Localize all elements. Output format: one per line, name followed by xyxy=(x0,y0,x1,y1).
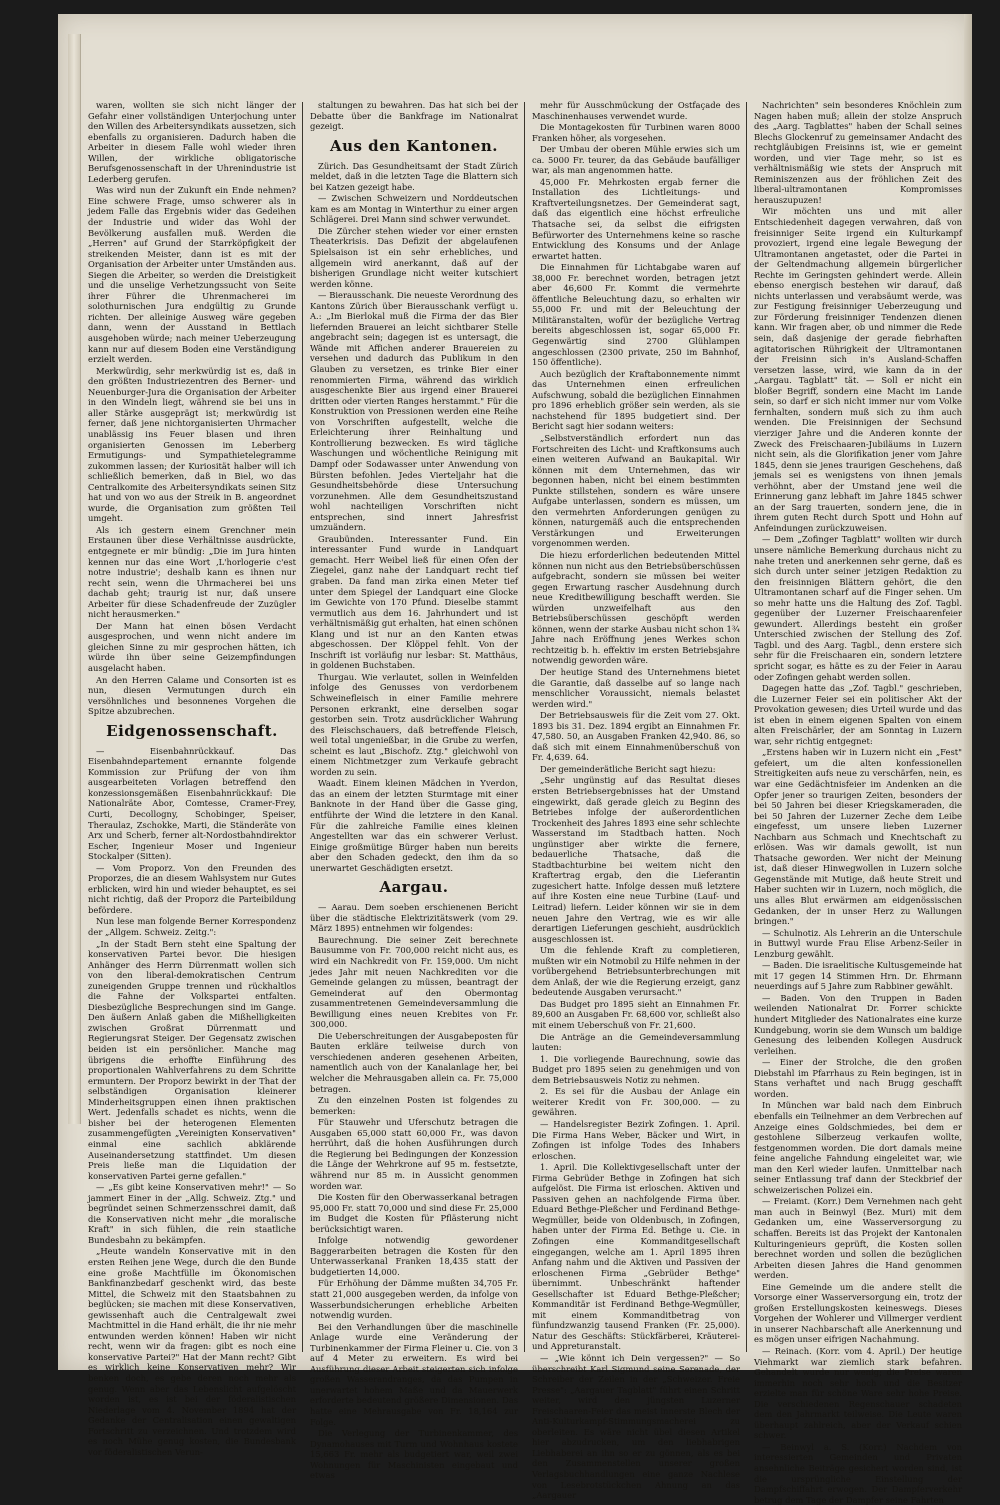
paragraph: 1. Die vorliegende Baurechnung, sowie das Budget pro 1895 seien zu genehmigen und von dem Betriebsausweis Notiz zu nehmen. xyxy=(532,1053,740,1085)
paragraph: Die Kosten für den Oberwasserkanal betragen 95,000 Fr. statt 70,000 und sind diese Fr. 25,000 im Budget die Kosten für Pflästerung nicht berücksichtigt waren. xyxy=(310,1192,518,1234)
paragraph: „Sehr ungünstig auf das Resultat dieses ersten Betriebsergebnisses hat der Umstand eingewirkt, daß gerade gleich zu Beginn des Betriebes infolge der außerordentlichen Trockenheit des Jahres 1893 eine sehr schlechte Wasserstand im Stadtbach hatten. Noch ungünstiger aber wirkte die fernere, bedauerliche Thatsache, daß die Stadtbachturbine bei weitem nicht den Kraftertrag ergab, den die Lieferantin zugesichert hatte. Infolge dessen muß letztere auf ihre Kosten eine neue Turbine (Lauf- und Leitrad) liefern. Leider können wir sie in dem neuen Jahre den Vertrag, wie es wir alle derartigen Lieferungen geschieht, ausdrücklich ausgeschlossen ist. xyxy=(532,775,740,944)
page-right-edge xyxy=(964,14,972,1370)
column-rule xyxy=(302,102,303,1352)
paragraph: Nun lese man folgende Berner Korrespondenz der „Allgem. Schweiz. Zeitg.": xyxy=(88,916,296,938)
paragraph: waren, wollten sie sich nicht länger der Gefahr einer vollständigen Unterjochung unter den Willen des Arbeitersyndikats aussetzen, sich ebenfalls zu organisieren. Dadurch haben die Arbeiter in diesem Falle wohl wieder ihren Willen, der wirkliche obligatorische Berufsgenossenschaft in der Uhrenindustrie ist Lederberg gerufen. xyxy=(88,100,296,184)
paragraph: In München war bald nach dem Einbruch ebenfalls ein Teilnehmer an dem Verbrechen auf Anzeige eines Goldschmiedes, bei dem er gestohlene Silberzeug verkaufen wollte, festgenommen worden. Die dort damals meine feine angeliche Fahndung eingeleitet war, wie man den Kerl wieder laufen. Unmittelbar nach seiner Entlassung traf dann der Steckbrief der schweizerischen Polizei ein. xyxy=(754,1100,962,1195)
section-heading-eidgenossenschaft: Eidgenossenschaft. xyxy=(106,721,278,740)
paragraph: Die Montagekosten für Turbinen waren 8000 Franken höher, als vorgesehen. xyxy=(532,122,740,143)
paragraph: — Eisenbahnrückkauf. Das Eisenbahndepartement ernannte folgende Kommission zur Prüfung der von ihm ausgearbeiteten Vorlagen betreffend den konzessionsgemäßen Eisenbahnrückkauf: Die Nationalräte Abor, Comtesse, Cramer-Frey, Curti, Decollogny, Schobinger, Speiser, Theraulaz, Zschokke, Marti, die Ständeräte von Arx und Scherb, ferner alt-Nordostbahndirektor Escher, Ingenieur Moser und Ingenieur Stockalper (Sitten). xyxy=(88,745,296,862)
paragraph: Für Stauwehr und Uferschutz betragen die Ausgaben 65,000 statt 60,000 Fr., was davon herrührt, daß die hohen Ausführungen durch die Regierung bei Bedingungen der Konzession die Länge der Wehrkrone auf 95 m. festsetzte, während nur 85 m. in Aussicht genommen worden war. xyxy=(310,1117,518,1191)
paragraph: Die hiezu erforderlichen bedeutenden Mittel können nun nicht aus den Betriebsüberschüssen aufgebracht, sondern sie müssen bei weiter gegen Erwartung rascher Ausdehnung durch neue Kreditbewilligung beschafft werden. Sie würden unzweifelhaft aus den Betriebsüberschüssen geschöpft werden können, wenn der starke Ausbau nicht schon 1¾ Jahre nach Eröffnung jenes Werkes schon rechtzeitig b. h. effektiv im ersten Betriebsjahre notwendig geworden wäre. xyxy=(532,549,740,666)
paragraph: „In der Stadt Bern steht eine Spaltung der konservativen Partei bevor. Die hiesigen Anhänger des Herrn Dürrenmatt wollen sich von den liberal-demokratischen Centrum zuneigenden Gruppe trennen und rückhaltlos die Fahne der Volkspartei entfalten. Diesbezügliche Besprechungen sind im Gange. Den äußern Anlaß gaben die Mißhelligkeiten zwischen Großrat Dürrenmatt und Regierungsrat Steiger. Der Gegensatz zwischen beiden ist ein persönlicher. Manche mag übrigens die erhoffte Einführung des proportionalen Wahlverfahrens zu dem Schritte ermuntern. Der Proporz bewirkt in der That der selbständigen Organisation kleinerer Minderheitsgruppen einen ihnen praktischen Wert. Jedenfalls schadet es nichts, wenn die bisher bei der heterogenen Elementen zusammengefügten „Vereinigten Konservativen" einmal eine sachlich abklärende Auseinandersetzung stattfindet. Um diesen Preis ließe man die Liquidation der konservativen Partei gerne gefallen." xyxy=(88,938,296,1181)
paragraph: — Schulnotiz. Als Lehrerin an die Unterschule in Buttwyl wurde Frau Elise Arbenz-Seiler in Lenzburg gewählt. xyxy=(754,927,962,959)
paragraph: Wir möchten uns und mit aller Entschiedenheit dagegen verwahren, daß von freisinniger Seite irgend ein Kulturkampf provoziert, irgend eine legale Bewegung der Ultramontanen angetastet, oder die Partei in der Geltendmachung allgemein bürgerlicher Rechte im Geringsten gehindert werde. Allein ebenso energisch bestehen wir darauf, daß nichts unterlassen und verabsäumt werde, was zur Festigung freisinniger Ueberzeugung und zur Förderung freisinniger Tendenzen dienen kann. Wir fragen aber, ob und nimmer die Rede sein, daß dasjenige der gerade fiebrhaften agitatorischen Rührigkeit der Ultramontanen der Freisinn sich in's Ausland-Schaffen versetzen lasse, wird, wie kann da in der „Aargau. Tagblatt" tät. — Soll er nicht ein bloßer Begriff, sondern eine Macht im Lande sein, so darf er sich nicht immer nur vom Volke fernhalten, sondern muß sich zu ihm auch wenden. Die Freisinnigen der Sechsund vierziger Jahre und die Anderen konnte der Zweck des Freischaaren-Jubiläums in Luzern nicht sein, als die Glorifikation jener vom Jahre 1845, denn sie jenes traurigen Geschehens, daß jemals sei es wenigstens von ihnen jemals verhöhnt, aber der Umstand jene weil die Erinnerung ganz lebhaft im Jahre 1845 schwer an der Sarg trauerten, sondern jene, die in ihrem guten Recht durch Spott und Hohn auf Anfeindungen zurückzuweisen. xyxy=(754,206,962,533)
paragraph: — Einer der Strolche, die den großen Diebstahl im Pfarrhaus zu Rein begingen, ist in Stans verhaftet und nach Brugg geschafft worden. xyxy=(754,1057,962,1099)
paragraph: — Freiamt. (Korr.) Dem Vernehmen nach geht man auch in Beinwyl (Bez. Muri) mit dem Gedanken um, eine Wasserversorgung zu schaffen. Bereits ist das Projekt der Kantonalen Kulturingenieurs geprüft, die Kosten sollen berechnet worden und sollen die bezüglichen Arbeiten diesen Jahres die Hand genommen werden. xyxy=(754,1196,962,1281)
section-heading-aargau: Aargau. xyxy=(379,878,449,897)
paragraph: Eine Gemeinde um die andere stellt die Vorsorge einer Wasserversorgung ein, trotz der großen Erstellungskosten keineswegs. Dieses Vorgehen der Wohlerer und Villmerger verdient in unserer Nachbarschaft alle Anerkennung und es mögen unser eifrigen Nachahmung. xyxy=(754,1281,962,1345)
column-1 xyxy=(88,100,296,1457)
paragraph: Die Einnahmen für Lichtabgabe waren auf 38,000 Fr. berechnet worden, betragen jetzt aber 46,600 Fr. Kommt die vermehrte öffentliche Beleuchtung dazu, so erhalten wir 55,000 Fr. und mit der Beleuchtung der Militäranstalten, wofür der bezügliche Vertrag bereits abgeschlossen ist, sogar 65,000 Fr. Gegenwärtig sind 2700 Glühlampen angeschlossen (2300 private, 250 im Bahnhof, 150 öffentliche). xyxy=(532,262,740,368)
paragraph: Infolge notwendig gewordener Baggerarbeiten betragen die Kosten für den Unterwasserkanal Franken 18,435 statt der budgetierten 14,000. xyxy=(310,1235,518,1277)
column-rule xyxy=(524,102,525,1352)
column-2 xyxy=(310,100,518,1481)
paragraph: — Zwischen Schweizern und Norddeutschen kam es am Montag in Winterthur zu einer argen Schlägerei. Drei Mann sind schwer verwundet. xyxy=(310,193,518,225)
column-1-text-2 xyxy=(88,746,296,1458)
paragraph: „Heute wandeln Konservative mit in den ersten Reihen jene Wege, durch die den Bunde eine große Machtfülle im Ökonomischen Bankfinanzbedarf geschenkt wird, das beste Mittel, die Schweiz mit den Staatsbahnen zu beglücken; sie machen mit diese Konservativen, gewissenhaft auch die Centralgewalt zwei Machtmittel in die Hand erhält, die ihr nie mehr entwunden werden können! Haben wir nicht recht, wenn wir da fragen: gibt es noch eine konservative Partei?" Hat der Mann recht? Gibt es wirklich keine Konservativen mehr? Wir benken doch, es gebe deren noch mehr als genug. Wenn aber das Lebenslicht aufgelöscht worden ist, es ist bei der föderalistischen Niederlage vom 4. November 1894 hat der Gedanke der Centralisation einen gewaltigen Fortschritt zu verzeichnen. Und trotzdem wird es noch Mühe genug kosten, die Bundesbank vor föderalistischen Verun- xyxy=(88,1246,296,1457)
paragraph: Die Ueberschreitungen der Ausgabeposten für Bauten erkläre teilweise durch von verschiedenen anderen gesehenen Arbeiten, namentlich auch von der Kanalanlage her, bei welcher die Mehrausgaben allein ca. Fr. 75,000 betragen. xyxy=(310,1030,518,1094)
paragraph: Der gemeinderätliche Bericht sagt hiezu: xyxy=(540,763,716,774)
paragraph: Der heutige Stand des Unternehmens bietet die Garantie, daß dasselbe auf so lange nach menschlicher Voraussicht, niemals belastet werden wird." xyxy=(532,666,740,709)
paragraph: Graubünden. Interessanter Fund. Ein interessanter Fund wurde in Landquart gemacht. Herr Weibel ließ für einen Ofen der Ziegelei, ganz nahe der Landquart recht tief graben. Da fand man zirka einen Meter tief unter dem Spiegel der Landquart eine Glocke im Gewichte von 170 Pfund. Dieselbe stammt vermutlich aus dem 16. Jahrhundert und ist verhältnismäßig gut erhalten, hat einen schönen Klang und ist nur an den Kanten etwas abgeschossen. Der Klöppel fehlt. Von der Inschrift ist vorläufig nur lesbar: St. Matthäus, in goldenen Buchstaben. xyxy=(310,533,518,671)
page-binding-edge xyxy=(68,34,81,1124)
paragraph: — Baden. Die israelitische Kultusgemeinde hat mit 17 gegen 14 Stimmen Hrn. Dr. Ehrmann neuerdings auf 5 Jahre zum Rabbiner gewählt. xyxy=(754,960,962,992)
paragraph: Dagegen hatte das „Zof. Tagbl." geschrieben, die Luzerner Feier sei ein politischer Akt der Provokation gewesen; dies Urteil wurde und das ist eben in einem eigenen Spalten von einem alten Freischärler, der am Sonntag in Luzern war, sehr richtig entgegnet: xyxy=(754,683,962,746)
paragraph: — Beinwyl a. S. (Korr.) Nachdem von interessierten Gemeinden und Privaten ansehnliche Beiträge gesichert worden sind, ist die ursprüngliche Einstellung der Dampfschiffahrt erwogen. Der Dampferverkehr betrug dem Tage der Dampfer seine Fahrten xyxy=(754,1441,962,1505)
section-heading-aus-den-kantonen: Aus den Kantonen. xyxy=(329,136,499,155)
paragraph: Die Anträge an die Gemeindeversammlung lauten: xyxy=(532,1031,740,1053)
paragraph: Waadt. Einem kleinen Mädchen in Yverdon, das an einem der letzten Sturmtage mit einer Banknote in der Hand über die Gasse ging, entführte der Wind die letztere in den Kanal. Für die zahlreiche Familie eines kleinen Angestellten war das ein schwerer Verlust. Einige großmütige Bürger haben nun bereits aber den Schaden gedeckt, den ihm da so unerwartet Geschädigten ersetzt. xyxy=(310,778,518,873)
paragraph: Der Mann hat einen bösen Verdacht ausgesprochen, und wenn nicht andere im gleichen Sinne zu mir gesprochen hätten, ich würde ihn über seine Geizempfindungen ausgelacht haben. xyxy=(88,620,296,673)
paragraph: Der Umbau der oberen Mühle erwies sich um ca. 5000 Fr. teurer, da das Gebäude baufälliger war, als man angenommen hatte. xyxy=(532,144,740,176)
column-3 xyxy=(532,100,740,1501)
paragraph: Bei den Verhandlungen über die maschinelle Anlage wurde eine Veränderung der Turbinenkammer der Firma Fleiner u. Cie. von 3 auf 4 Meter zu erweitern. Es wird bei Ausführung dieser Arbeit steigerten sich infolge großen Wasserandranges, da das Pumpen in unerwartet hohem Maße und da Mauerwerk erforderte bedeutend größere Dimensionen. Das hatte eine Mehrausgabe von Fr. 18,164 zur Folge. xyxy=(310,1321,518,1427)
paragraph: „Erstens haben wir in Luzern nicht ein „Fest" gefeiert, um die alten konfessionellen Streitigkeiten aufs neue zu verschärfen, nein, es war eine Gedächtnisfeier im Andenken an die Opfer jener so traurigen Zeiten, besonders der bei 50 Jahren bei dieser Kriegskameraden, die bei 50 Jahren der Luzerner Zeche dem Leibe eingefesst, um unsere lieben Luzerner Nachbarn aus Schmach und Knechtschaft zu erlösen. Was wir damals gewollt, ist nun Thatsache geworden. Wer nicht der Meinung ist, daß dieser Hinwegwollen in Luzern solche Gegenstände mit Mutige, daß heute Streit und Haber suchten wir in Luzern, noch möglich, die uns alles Blut erwärmen am eidgenössischen Gedanken, der in unser Herz zu Wallungen bringen." xyxy=(754,747,962,927)
paragraph: Baurechnung. Die seiner Zeit berechnete Bausumme von Fr. 700,000 reicht nicht aus, es wird ein Nachkredit von Fr. 159,000. Um nicht jedes Jahr mit neuen Nachkrediten vor die Gemeinde gelangen zu müssen, beantragt der Gemeinderat auf den Obermontag zusammentretenen Gemeindeversammlung die Bewilligung eines neuen Krebites von Fr. 300,000. xyxy=(310,934,518,1030)
column-4 xyxy=(754,100,962,1505)
paragraph: Nachrichten" sein besonderes Knöchlein zum Nagen haben muß; allein der stolze Anspruch des „Aarg. Tagblattes" haben der Schall seines Blechs Glockenruf zu gemeinsamer Andacht des rechtgläubigen Freisinns ist, wie er gemeint worden, und vier Tage mehr, so ist es verhältnismäßig wie stets der Anspruch mit Reminiszenzen aus der fröhlichen Zeit des liberal-ultramontanen Kompromisses herauszupuzen! xyxy=(754,100,962,205)
paragraph: — Aarau. Dem soeben erschienenen Bericht über die städtische Elektrizitätswerk (vom 29. März 1895) entnehmen wir folgendes: xyxy=(310,902,518,934)
paragraph: Das Budget pro 1895 sieht an Einnahmen Fr. 89,600 an Ausgaben Fr. 68,600 vor, schließt also mit einem Ueberschuß von Fr. 21,600. xyxy=(532,998,740,1031)
paragraph: — Bierausschank. Die neueste Verordnung des Kantons Zürich über Bierausschank verfügt u. A.: „Im Bierlokal muß die Firma der das Bier liefernden Brauerei an leicht sichtbarer Stelle angebracht sein; dagegen ist es untersagt, die Wände mit Affichen anderer Brauereien zu versehen und dadurch das Publikum in den Glauben zu versetzen, es trinke Bier einer renommierten Firma, während das wirklich ausgeschenkte Bier aus irgend einer Brauerei dritten oder vierten Ranges herstammt." Für die Konstruktion von Pressionen werden eine Reihe von Vorschriften aufgestellt, welche die Erleichterung ihrer Reinhaltung und Kontrollierung bezwecken. Es wird tägliche Waschungen und wöchentliche Reinigung mit Dampf oder Sodawasser unter Anwendung von Bürsten befohlen. Jedes Vierteljahr hat die Gesundheitsbehörde diese Untersuchung vorzunehmen. Alle dem Gesundheitszustand wohl nachteiligen Vorschriften nicht entsprechen, sind innert Jahresfrist umzuändern. xyxy=(310,290,518,533)
paragraph: — Baden. Von den Truppen in Baden weilenden Nationalrat Dr. Forrer schickte hundert Mitglieder des Nationalrates eine kurze Kundgebung, worin sie dem Wunsch um baldige Genesung des leibenden Kollegen Ausdruck verleihen. xyxy=(754,992,962,1056)
paragraph: 1. April. Die Kollektivgesellschaft unter der Firma Gebrüder Bethge in Zofingen hat sich aufgelöst. Die Firma ist erloschen. Aktiven und Passiven gehen an nachfolgende Firma über. Eduard Bethge-Pleßcher und Ferdinand Bethge-Wegmüller, beide von Oldenbusch, in Zofingen, haben unter der Firma Ed. Bethge u. Cie. in Zofingen eine Kommanditgesellschaft eingegangen, welche am 1. April 1895 ihren Anfang nahm und die Aktiven und Passiven der erloschenen Firma „Gebrüder Bethge" übernimmt. Unbeschränkt haftender Gesellschafter ist Eduard Bethge-Pleßcher; Kommanditär ist Ferdinand Bethge-Wegmüller, mit einem Kommanditbetrag von fünfundzwanzig tausend Franken (Fr. 25,000). Natur des Geschäfts: Stückfärberei, Kräuterei- und Appreturanstalt. xyxy=(532,1162,740,1352)
paragraph: Die Zürcher stehen wieder vor einer ernsten Theaterkrisis. Das Defizit der abgelaufenen Spielsaison ist ein sehr erhebliches, und allgemein wird anerkannt, daß auf der bisherigen Grundlage nicht weiter kutschiert werden könne. xyxy=(310,225,518,289)
paragraph: Für Erhöhung der Dämme mußten 34,705 Fr. statt 21,000 ausgegeben werden, da infolge von Wasserbundsicherungen erhebliche Arbeiten notwendig wurden. xyxy=(310,1278,518,1321)
paragraph: Der Betriebsausweis für die Zeit vom 27. Okt. 1893 bis 31. Dez. 1894 ergibt an Einnahmen Fr. 47,580. 50, an Ausgaben Franken 42,940. 86, so daß sich mit einem Einnahmenüberschuß von Fr. 4,639. 64. xyxy=(532,710,740,763)
paragraph: Als ich gestern einem Grenchner mein Erstaunen über diese Verhältnisse ausdrückte, entgegnete er mir bündig: „Die im Jura hinten kennen nur das eine Wort ‚L'horlogerie c'est notre industrie'; deshalb kann es ihnen nur recht sein, wenn die Uhrmacherei bei uns dachab geht; traurig ist nur, daß unsere Arbeiter für diese Schadenfreude der Zuzügler nicht herausmerken." xyxy=(88,524,296,620)
newspaper-page xyxy=(58,14,972,1505)
paragraph: An den Herren Calame und Consorten ist es nun, diesen Vermutungen durch ein versöhnliches und besonnenes Vorgehen die Spitze abzubrechen. xyxy=(88,674,296,717)
paragraph: Zu den einzelnen Posten ist folgendes zu bemerken: xyxy=(310,1095,518,1116)
paragraph: „Selbstverständlich erfordert nun das Fortschreiten des Licht- und Kraftkonsums auch einen weiteren Aufwand an Baukapital. Wir können mit dem Unternehmen, das wir begonnen haben, nicht bei einem bestimmten Punkte stillstehen, sondern es wäre unsere Aufgabe unterlassen, sondern es müssen, um den vermehrten Anforderungen genügen zu können, naturgemäß auch die entsprechenden Verstärkungen und Erweiterungen vorgenommen werden. xyxy=(532,432,740,549)
paragraph: Zürich. Das Gesundheitsamt der Stadt Zürich meldet, daß in die letzten Tage die Blattern sich bei Katzen gezeigt habe. xyxy=(310,160,518,192)
paragraph: Die Verlegung der Turbinenkammer, des Dynamohauses mit Turm und Wohnhaus kostete 15,663 Fr. mehr als budgetiert war, weil zwei Wohnungen für Maschinisten eingebaut und etwas xyxy=(310,1428,518,1481)
paragraph: 45,000 Fr. Mehrkosten ergab ferner die Installation des Lichtleitungs- und Kraftverteilungsnetzes. Der Gemeinderat sagt, daß das eigentlich eine höchst erfreuliche Thatsache sei, da selbst die eifrigsten Befürworter des Unternehmens keine so rasche Entwicklung des Konsums und der Anlage erwartet hatten. xyxy=(532,176,740,261)
paragraph: 2. Es sei für die Ausbau der Anlage ein weiterer Kredit von Fr. 300,000. — zu gewähren. xyxy=(532,1086,740,1118)
paragraph: Thurgau. Wie verlautet, sollen in Weinfelden infolge des Genusses von verdorbenem Schweinefleisch in einer Familie mehrere Personen erkrankt, eine derselben sogar gestorben sein. Trotz ausdrücklicher Wahrung des Fleischschauers, daß betreffende Fleisch, weil total ungenießbar, in die Grube zu werfen, scheint es laut „Bischofz. Ztg." gleichwohl von einem Nichtmetzger zum Verkaufe gebracht worden zu sein. xyxy=(310,671,518,777)
paragraph: Auch bezüglich der Kraftabonnemente nimmt das Unternehmen einen erfreulichen Aufschwung, sobald die bezüglichen Einnahmen pro 1896 erheblich größer sein werden, als sie nachstehend für 1895 budgetiert sind. Der Bericht sagt hier sodann weiters: xyxy=(532,368,740,432)
paragraph: Was wird nun der Zukunft ein Ende nehmen? Eine schwere Frage, umso schwerer als in jedem Falle das Ergebnis wider das Gedeihen der Industrie und wider das Wohl der Bevölkerung ausfallen muß. Werden die „Herren" auf Grund der Starrköpfigkeit der streikenden Meister, dann ist es mit der Organisation der Arbeiter unter Umständen aus. Siegen die Arbeiter, so werden die Dreistigkeit und die unselige Verhetzungssucht von Seite ihrer Führer die Uhrenmacherei im solothurnischen Jura endgültig zu Grunde richten. Der alleinige Ausweg wäre gegeben dann, wenn der Ausstand in Bettlach ausgehoben würde; nach meiner Ueberzeugung kann nur auf diesem Boden eine Verständigung erzielt werden. xyxy=(88,185,296,365)
paragraph: mehr für Ausschmückung der Ostfaçade des Maschinenhauses verwendet wurde. xyxy=(532,100,740,121)
paragraph: — „Es gibt keine Konservativen mehr!" — So jammert Einer in der „Allg. Schweiz. Ztg." und begründet seinen Schmerzensschrei damit, daß die Konservativen nicht mehr „die moralische Kraft" in sich fühlen, die rein staatliche Bundesbahn zu bekämpfen. xyxy=(88,1182,296,1245)
paragraph: — Vom Proporz. Von den Freunden des Proporzes, die an diesem Wahlsystem nur Gutes erblicken, wird hin und wieder behauptet, es sei nicht richtig, daß der Proporz die Parteibildung befördere. xyxy=(88,862,296,915)
paragraph: — „Wie könnt ich Dein vergessen?" — So überschreibt Karl Sigmund seine Serenade, der Schreiber der Zeilen in der „Schweizer. Freie Presse": „Aargauer Tagblatt" führt einen Schritt weiter, wird den jüngsten Luzerner Freischaaren-Feier das meist innerste Blech der Anti-Kulturkampf-Stimmungsmacherei zu oberleiten. Es wäre nicht übel diesen Artikel hier abzudrucken, um den liebhabrigen Liebhaberei an ihn so er zu gönnen, als es bei den Zusammenstellen unserer großen Verlagsbuchhandlungen eine ganze Nachlese von Lesebrotstückchen Ahnung an das „Aargauer xyxy=(532,1352,740,1501)
column-rule xyxy=(746,102,747,1352)
paragraph: Um die fehlende Kraft zu completieren, mußten wir ein Notmobil zu Hilfe nehmen in der vorübergehend Betriebsunterbrechungen mit dem Anlaß, der wie die Regierung erzeigt, ganz bedeutende Ausgaben verursacht." xyxy=(532,945,740,998)
paragraph: — Handelsregister Bezirk Zofingen. 1. April. Die Firma Hans Weber, Bäcker und Wirt, in Zofingen ist infolge Todes des Inhabers erloschen. xyxy=(532,1118,740,1161)
paragraph: staltungen zu bewahren. Das hat sich bei der Debatte über die Bankfrage im Nationalrat gezeigt. xyxy=(310,100,518,132)
paragraph: — Dem „Zofinger Tagblatt" wollten wir durch unsere nämliche Bemerkung durchaus nicht zu nahe treten und anerkennen sehr gerne, daß es sich durch unter seiner jetzigen Redaktion zu den freisinnigen Blättern gehört, die den Ultramontanen scharf auf die Finger sehen. Um so mehr hatte uns die Haltung des Zof. Tagbl. gegenüber der Luzerner Freischaarenfeier gewundert. Allerdings besteht ein großer Unterschied zwischen der Stellung des Zof. Tagbl. und des Aarg. Tagbl., denn erstere sich sehr für die Freischaaren ein, sondern letztere spricht sogar, es hätte es zu der Feier in Aarau oder Zofingen gehabt werden sollen. xyxy=(754,534,962,682)
paragraph: Merkwürdig, sehr merkwürdig ist es, daß in den größten Industriezentren des Berner- und Neuenburger-Jura die Organisation der Arbeiter in den Windeln liegt, während sie bei uns in aller Stärke ausgeprägt ist; merkwürdig ist ferner, daß jene nichtorganisierten Uhrmacher unablässig ins Feuer blasen und ihren organisierten Genossen im Leberberg Ermutigungs- und Sympathietelegramme zukommen lassen; der Kuriosität halber will ich schließlich bemerken, daß in Biel, wo das Centralkomite des Arbeitersyndikats seinen Sitz hat und von wo aus der Streik in B. angeordnet wurde, die Organisation zum größten Teil umgeht. xyxy=(88,365,296,524)
column-1-text xyxy=(88,100,296,717)
paragraph: — Reinach. (Korr. vom 4. April.) Der heutige Viehmarkt war ziemlich stark befahren. Gehandelt wurde nur wenig; die Preise waren immerhin noch sehr hoch und die Besitzer erzielte man für schöne Ware sehr hohe Preise. Die verschiedenen Regenschauer schadeten dem den Jahrmarkt teilweise. Die Leute waren überhaupt zahlreich, aber der Verkauf schien schwer. xyxy=(754,1345,962,1441)
